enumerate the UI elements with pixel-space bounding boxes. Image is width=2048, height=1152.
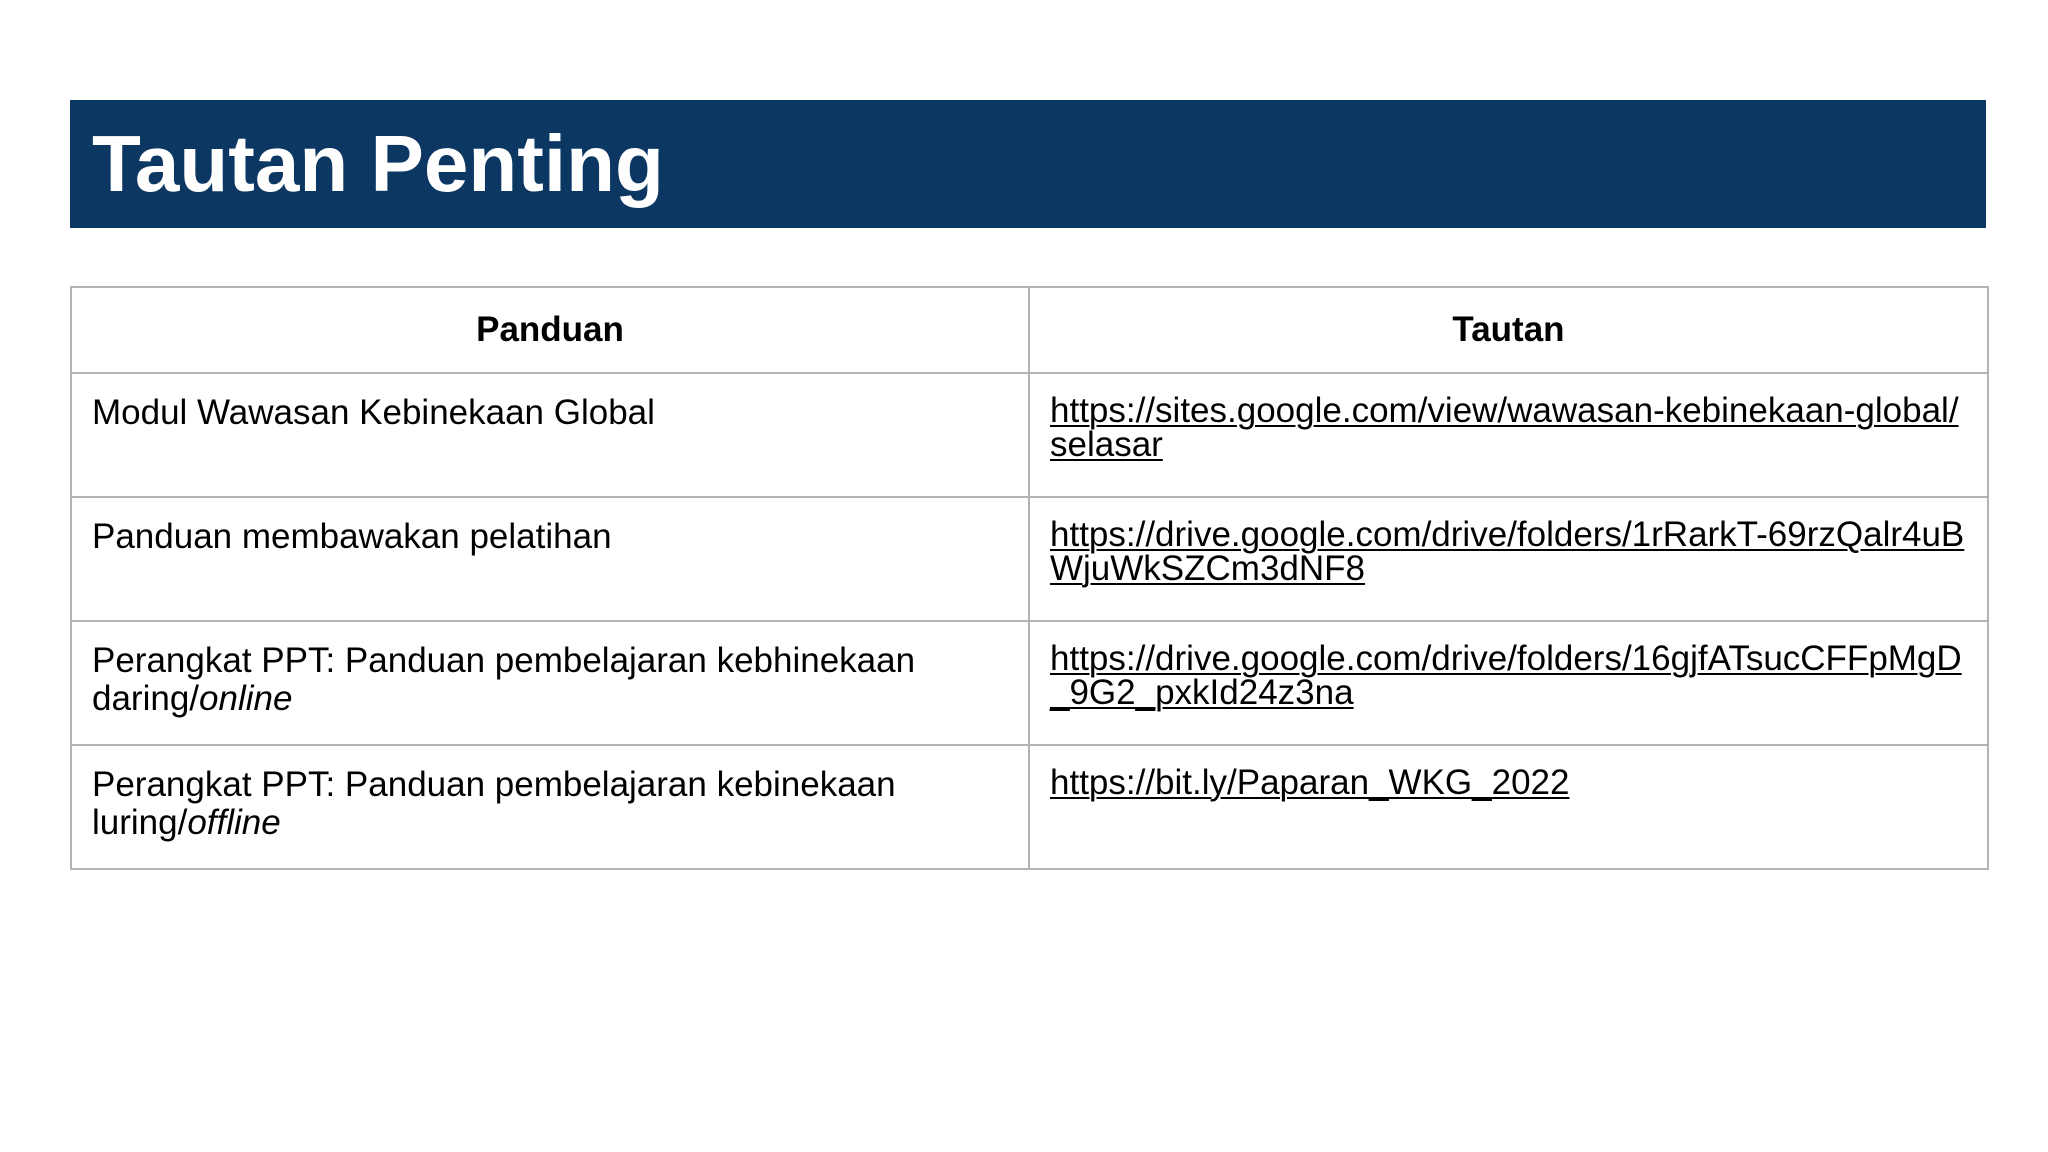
link-panduan-pelatihan[interactable]: https://drive.google.com/drive/folders/1rRarkT-69rzQalr4uBWjuWkSZCm3dNF8 <box>1050 515 1965 588</box>
table-row <box>71 497 1988 621</box>
guide-name-italic: online <box>199 679 293 718</box>
page-title: Tautan Penting <box>92 119 664 208</box>
links-table <box>70 286 1989 870</box>
guide-cell <box>71 373 1029 497</box>
guide-name: Panduan membawakan pelatihan <box>92 517 612 556</box>
link-cell <box>1029 745 1988 869</box>
title-banner <box>70 100 1986 228</box>
table-row <box>71 621 1988 745</box>
link-ppt-luring[interactable]: https://bit.ly/Paparan_WKG_2022 <box>1050 763 1570 802</box>
link-wawasan-kebinekaan[interactable]: https://sites.google.com/view/wawasan-kebinekaan-global/selasar <box>1050 391 1959 464</box>
table-header-row <box>71 287 1988 373</box>
guide-name: Modul Wawasan Kebinekaan Global <box>92 393 655 432</box>
guide-name-italic: offline <box>187 803 281 842</box>
column-header-tautan: Tautan <box>1029 287 1988 373</box>
table-row <box>71 745 1988 869</box>
link-cell <box>1029 497 1988 621</box>
column-header-panduan: Panduan <box>71 287 1029 373</box>
link-cell <box>1029 373 1988 497</box>
link-cell <box>1029 621 1988 745</box>
link-ppt-daring[interactable]: https://drive.google.com/drive/folders/16gjfATsucCFFpMgD_9G2_pxkId24z3na <box>1050 639 1962 712</box>
table-row <box>71 373 1988 497</box>
guide-cell <box>71 621 1029 745</box>
guide-name: Perangkat PPT: Panduan pembelajaran kebhinekaan daring/ <box>92 641 916 718</box>
guide-cell <box>71 745 1029 869</box>
guide-name: Perangkat PPT: Panduan pembelajaran kebinekaan luring/ <box>92 765 896 842</box>
guide-cell <box>71 497 1029 621</box>
